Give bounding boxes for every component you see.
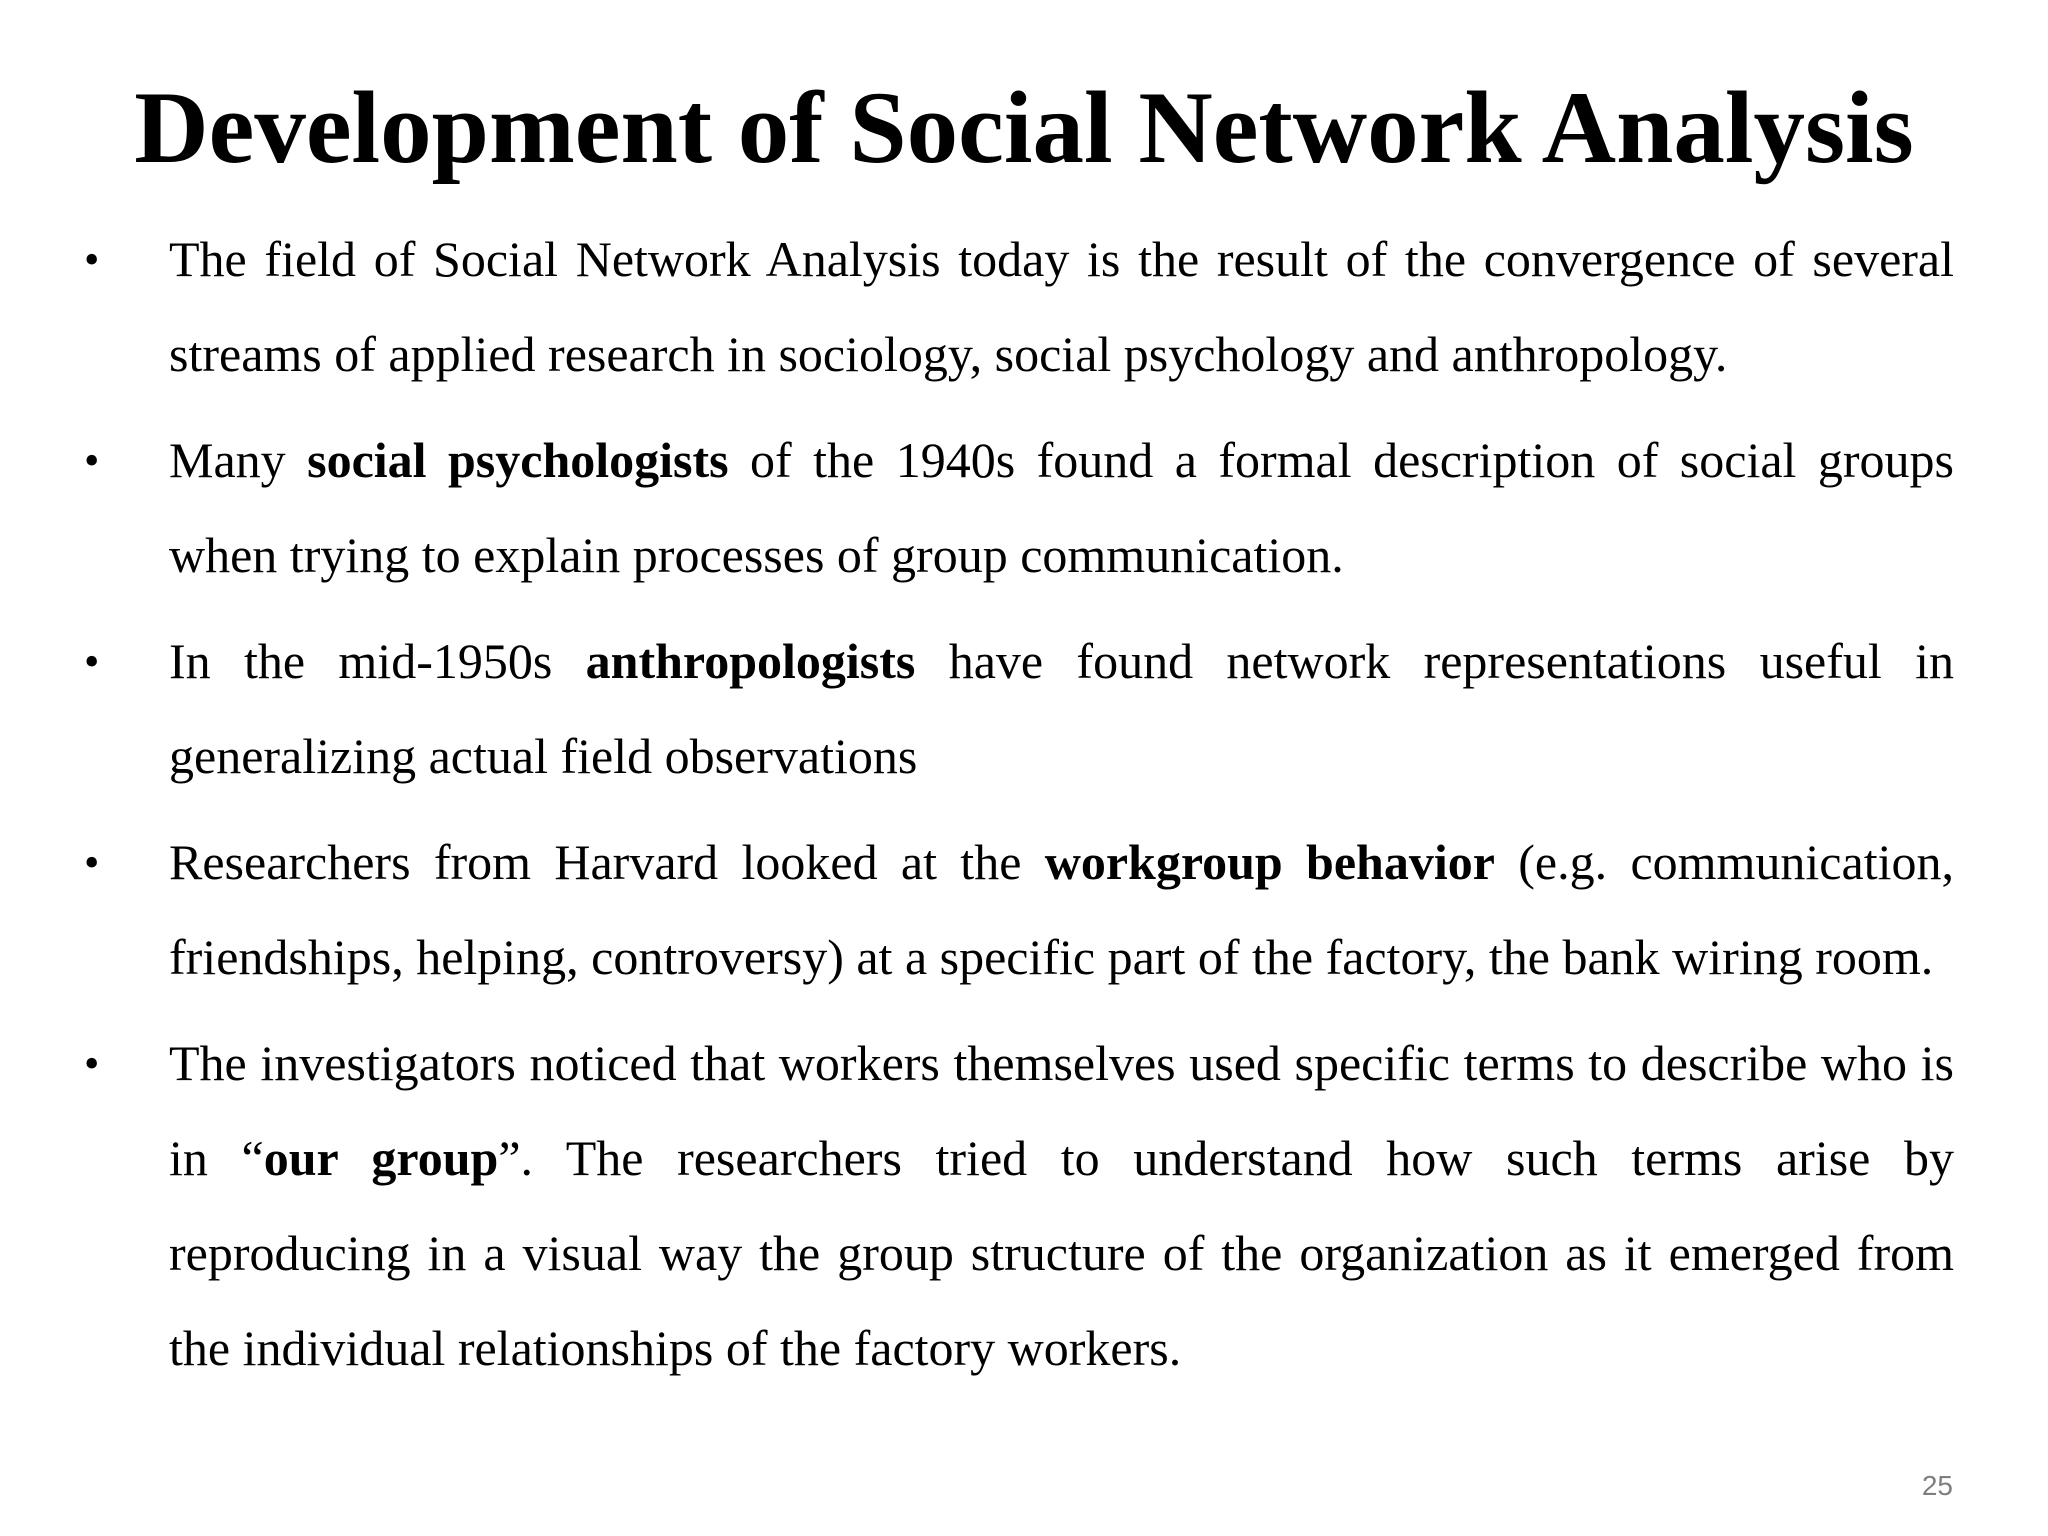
bullet-text: have found network representations useful in generalizing actual field observations [169,633,1954,784]
bullet-icon: • [84,637,100,686]
bullet-text: The investigators noticed that workers themselves used specific terms to describe who is in “ [169,1035,1954,1186]
bullet-emphasis-text: social psychologists [307,432,729,488]
bullet-emphasis-text: workgroup behavior [1044,834,1495,890]
bullet-item [84,1016,1954,1396]
bullet-icon: • [84,436,100,485]
bullet-text: In the mid-1950s [169,633,586,689]
bullet-icon: • [84,235,100,284]
bullet-item [84,815,1954,1005]
bullet-list [84,212,1954,1407]
bullet-text: (e.g. communication, friendships, helping, controversy) at a specific part of the factory, the bank wiring room. [169,834,1954,985]
bullet-item [84,212,1954,402]
bullet-text: The field of Social Network Analysis today is the result of the convergence of several streams of applied research in sociology, social psychology and anthropology. [169,231,1954,382]
bullet-text: Many [169,432,308,488]
bullet-emphasis-text: our group [263,1130,499,1186]
bullet-item [84,413,1954,603]
page-number: 25 [1921,1470,1953,1501]
bullet-icon: • [84,1039,100,1088]
bullet-emphasis-text: anthropologists [585,633,916,689]
bullet-icon: • [84,838,100,887]
slide-title: Development of Social Network Analysis [134,71,1914,185]
bullet-text: ”. The researchers tried to understand how such terms arise by reproducing in a visual way the group structure of the organization as it emerged from the individual relationships of the factory workers. [169,1130,1954,1376]
bullet-text: Researchers from Harvard looked at the [169,834,1045,890]
bullet-item [84,614,1954,804]
bullet-text: of the 1940s found a formal description of social groups when trying to explain processes of group communication. [169,432,1954,583]
